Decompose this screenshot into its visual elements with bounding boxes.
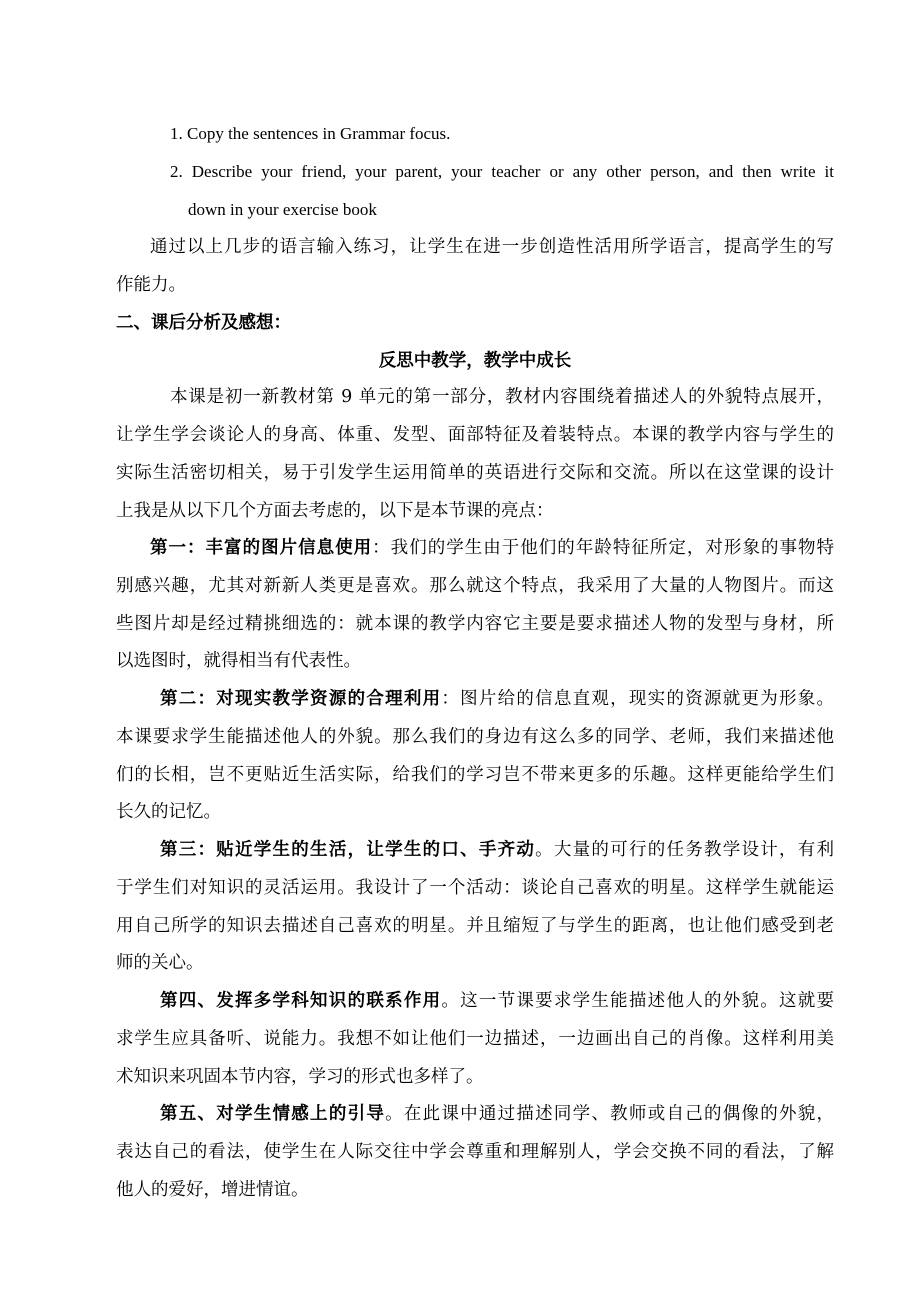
point2-line-4: 长久的记忆。: [116, 802, 221, 822]
point5-label: 第五、对学生情感上的引导: [160, 1104, 386, 1124]
point1-line-3: 些图片却是经过精挑细选的：就本课的教学内容它主要是要求描述人物的发型与身材，所: [116, 614, 834, 634]
point1-label: 第一：丰富的图片信息使用: [150, 538, 373, 558]
intro-paragraph-line-1: 通过以上几步的语言输入练习，让学生在进一步创造性活用所学语言，提高学生的写: [150, 237, 834, 257]
intro-paragraph-line-2: 作能力。: [116, 275, 186, 295]
point3-line-4: 师的关心。: [116, 953, 204, 973]
point3-line-1: [160, 837, 834, 863]
point1-text-1: ：我们的学生由于他们的年龄特征所定，对形象的事物特: [372, 538, 834, 558]
point3-line-3: 用自己所学的知识去描述自己喜欢的明星。并且缩短了与学生的距离，也让他们感受到老: [116, 916, 834, 936]
point5-text-1: 。在此课中通过描述同学、教师或自己的偶像的外貌，: [385, 1104, 834, 1124]
point5-line-2: 表达自己的看法，使学生在人际交往中学会尊重和理解别人，学会交换不同的看法，了解: [116, 1142, 834, 1162]
point5-line-3: 他人的爱好，增进情谊。: [116, 1180, 309, 1200]
point4-line-2: 求学生应具备听、说能力。我想不如让他们一边描述，一边画出自己的肖像。这样利用美: [116, 1029, 834, 1049]
point1-line-4: 以选图时，就得相当有代表性。: [116, 651, 361, 671]
section-heading: 二、课后分析及感想：: [116, 313, 291, 333]
point4-label: 第四、发挥多学科知识的联系作用: [160, 991, 442, 1011]
point2-line-1: [160, 686, 834, 712]
point4-text-1: 。这一节课要求学生能描述他人的外貌。这就要: [441, 991, 834, 1011]
point3-text-1: 。大量的可行的任务教学设计，有利: [535, 840, 834, 860]
p1-line-4: 上我是从以下几个方面去考虑的，以下是本节课的亮点：: [116, 501, 554, 521]
p1-line-2: 让学生学会谈论人的身高、体重、发型、面部特征及着装特点。本课的教学内容与学生的: [116, 425, 834, 445]
point3-line-2: 于学生们对知识的灵活运用。我设计了一个活动：谈论自己喜欢的明星。这样学生就能运: [116, 878, 834, 898]
point2-line-3: 们的长相，岂不更贴近生活实际，给我们的学习岂不带来更多的乐趣。这样更能给学生们: [116, 765, 834, 785]
point1-line-1: [150, 535, 834, 561]
p1-line-3: 实际生活密切相关，易于引发学生运用简单的英语进行交际和交流。所以在这堂课的设计: [116, 463, 834, 483]
reflection-title: 反思中教学，教学中成长: [378, 351, 572, 371]
point2-text-1: ：图片给的信息直观，现实的资源就更为形象。: [441, 689, 834, 709]
point4-line-1: [160, 988, 834, 1014]
p1-line-1: 本课是初一新教材第 9 单元的第一部分，教材内容围绕着描述人的外貌特点展开，: [170, 387, 834, 407]
point5-line-1: [160, 1101, 834, 1127]
point4-line-3: 术知识来巩固本节内容，学习的形式也多样了。: [116, 1067, 484, 1087]
homework-item-2-line-2: down in your exercise book: [188, 200, 377, 219]
homework-item-1: 1. Copy the sentences in Grammar focus.: [170, 124, 451, 143]
point3-label: 第三：贴近学生的生活，让学生的口、手齐动: [160, 840, 536, 860]
point2-line-2: 本课要求学生能描述他人的外貌。那么我们的身边有这么多的同学、老师，我们来描述他: [116, 727, 834, 747]
point1-line-2: 别感兴趣，尤其对新新人类更是喜欢。那么就这个特点，我采用了大量的人物图片。而这: [116, 576, 834, 596]
point2-label: 第二：对现实教学资源的合理利用: [160, 689, 442, 709]
homework-item-2-line-1: 2. Describe your friend, your parent, your teacher or any other person, and then write it: [170, 162, 834, 181]
